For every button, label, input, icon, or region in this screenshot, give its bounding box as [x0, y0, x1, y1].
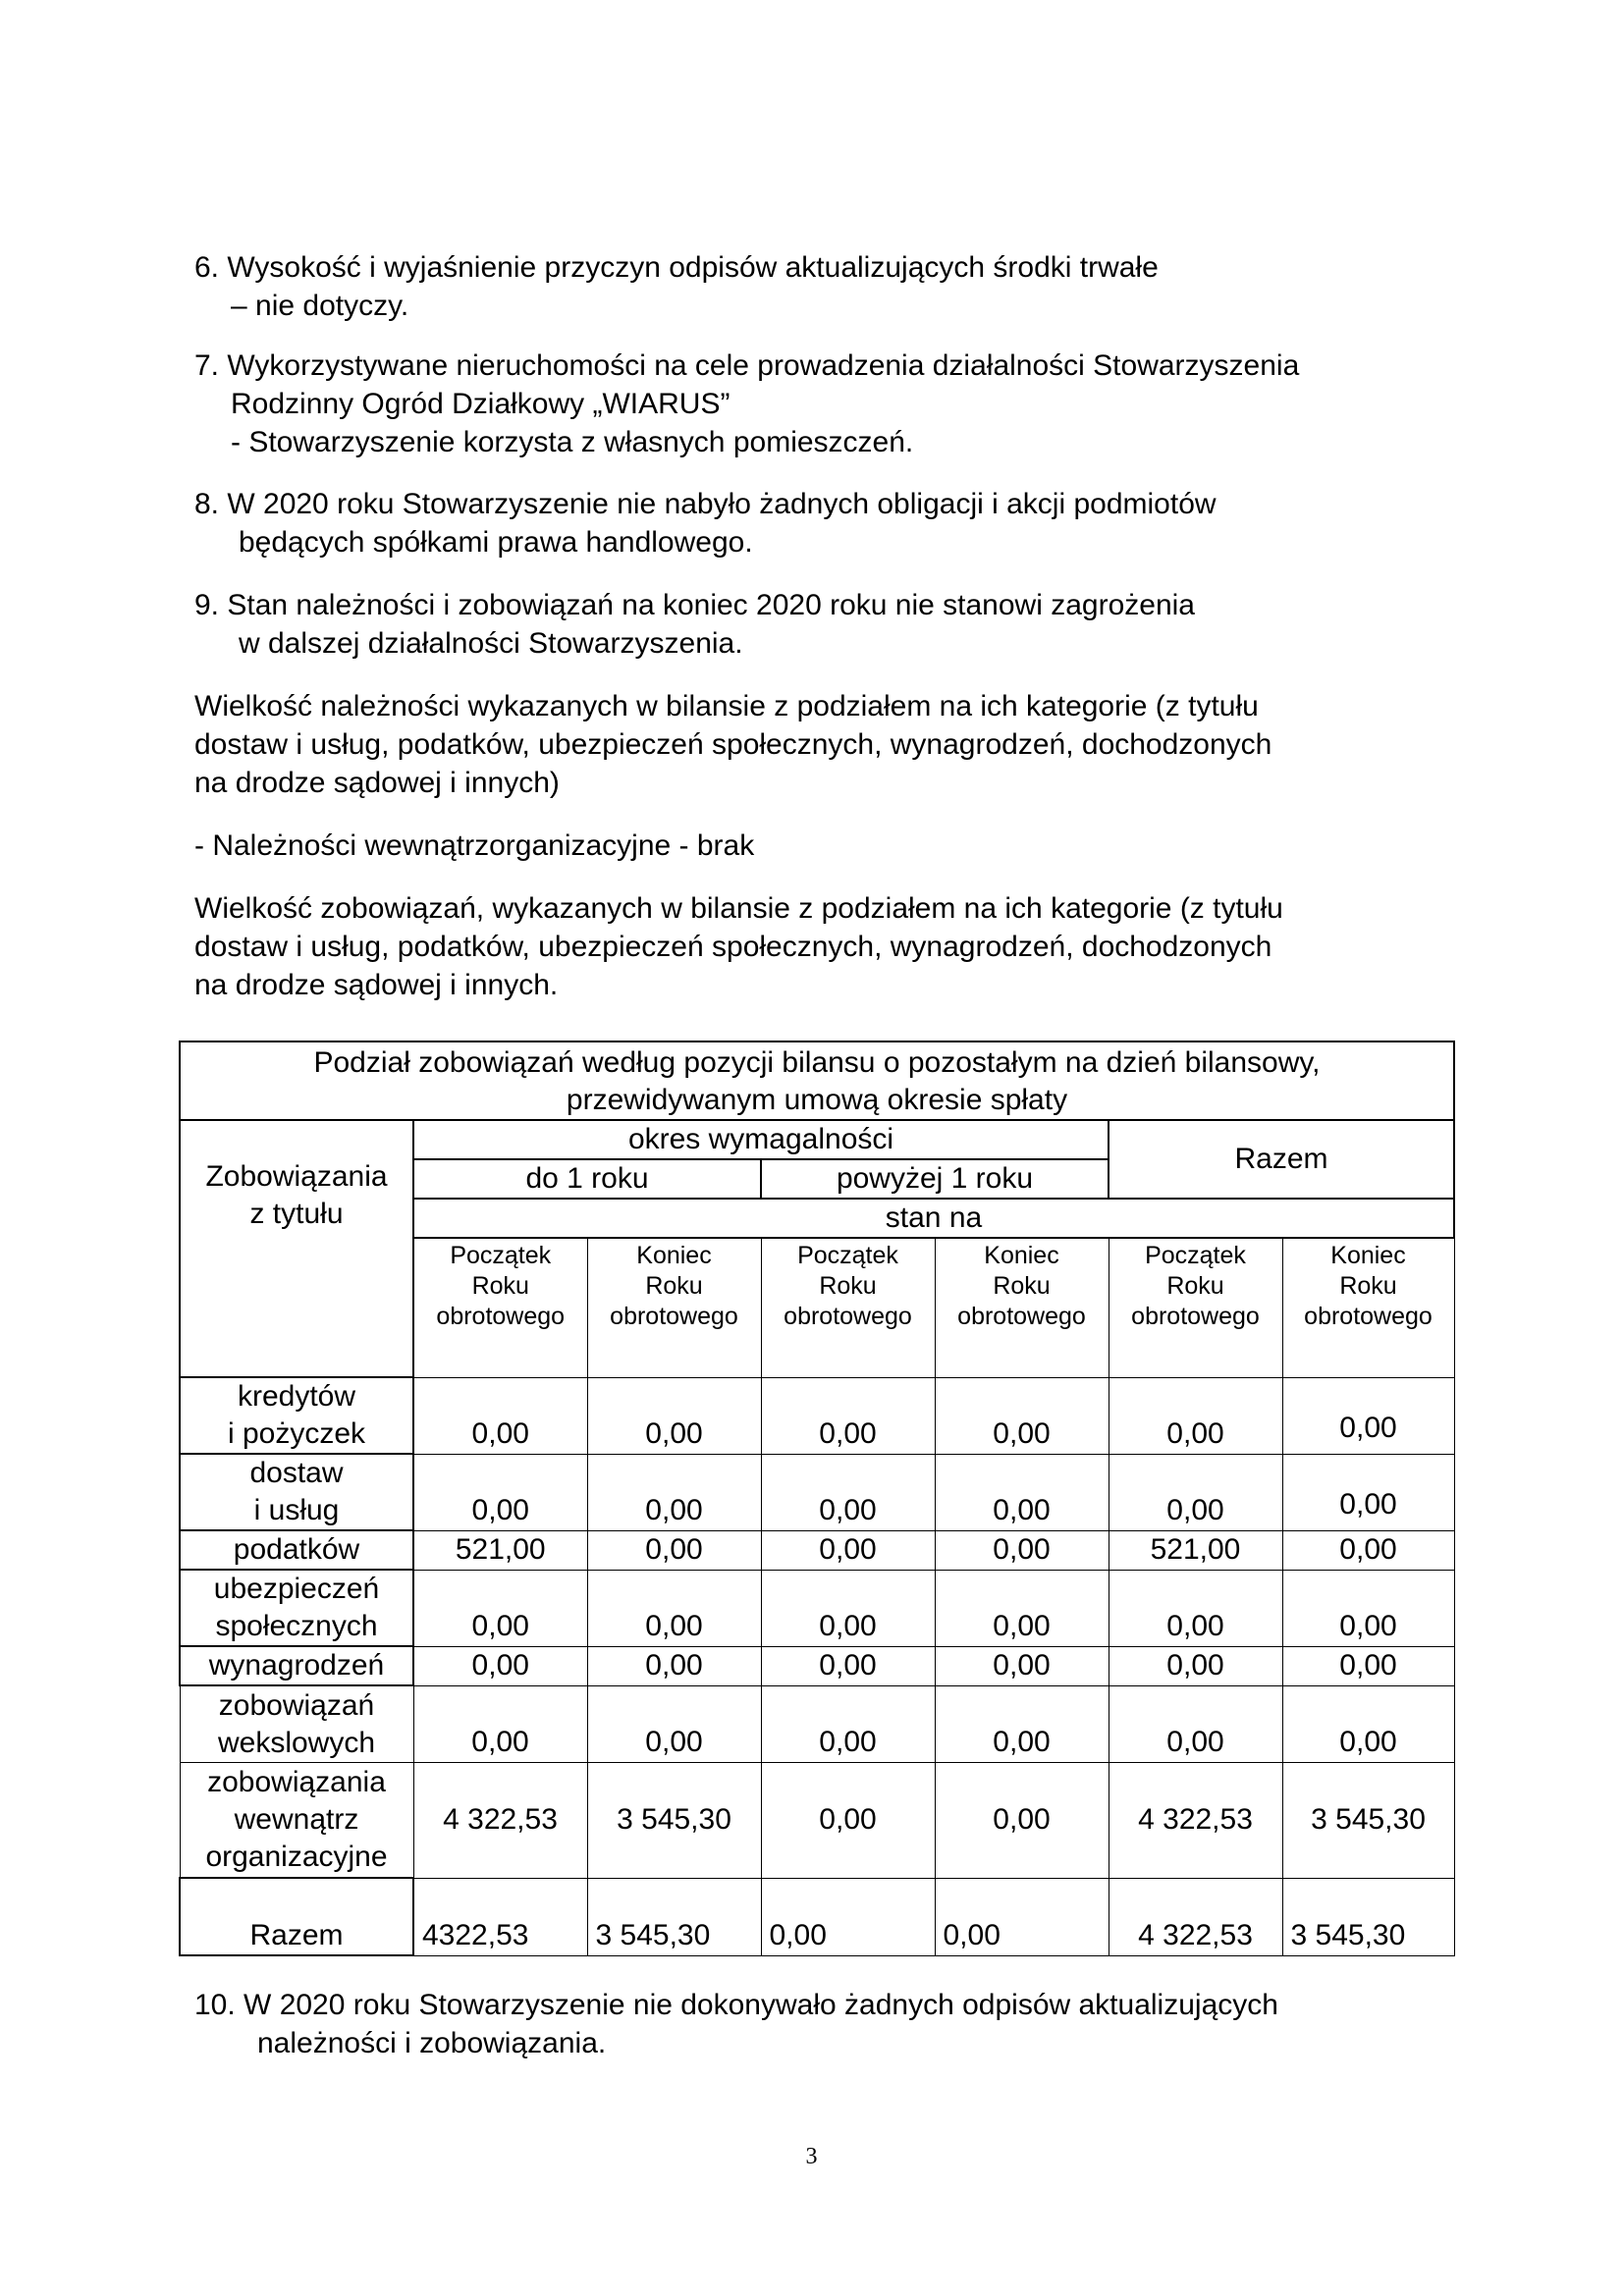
table-row [180, 1570, 1454, 1646]
cell: 0,00 [761, 1878, 935, 1955]
row-label: wynagrodzeń [180, 1646, 413, 1685]
row-label: podatków [180, 1530, 413, 1570]
item-10-line-1: 10. W 2020 roku Stowarzyszenie nie dokonywało żadnych odpisów aktualizujących [194, 1989, 1278, 2021]
table-row [180, 1530, 1454, 1570]
cell: 0,00 [761, 1530, 935, 1570]
subheader-do1-koniec: Koniec Roku obrotowego [587, 1238, 761, 1377]
cell: 0,00 [587, 1454, 761, 1530]
cell: 0,00 [1282, 1377, 1454, 1454]
table-title-line-2: przewidywanym umową okresie spłaty [566, 1084, 1068, 1116]
header-powyzej-1-roku: powyżej 1 roku [761, 1159, 1109, 1199]
cell: 0,00 [1109, 1685, 1282, 1762]
cell: 4322,53 [413, 1878, 587, 1955]
cell: 0,00 [1282, 1530, 1454, 1570]
cell: 0,00 [587, 1530, 761, 1570]
cell: 521,00 [413, 1530, 587, 1570]
cell: 0,00 [761, 1454, 935, 1530]
cell: 0,00 [761, 1685, 935, 1762]
liabilities-line-3: na drodze sądowej i innych. [194, 969, 559, 1001]
item-10 [194, 1986, 1278, 2062]
cell: 0,00 [413, 1454, 587, 1530]
row-header-line-2: z tytułu [249, 1198, 344, 1230]
cell: 0,00 [413, 1685, 587, 1762]
cell: 0,00 [761, 1377, 935, 1454]
header-razem: Razem [1109, 1120, 1454, 1199]
subheader-pow1-koniec: Koniec Roku obrotowego [935, 1238, 1109, 1377]
cell: 4 322,53 [413, 1762, 587, 1878]
subheader-pow1-poczatek: Początek Roku obrotowego [761, 1238, 935, 1377]
table-row [180, 1377, 1454, 1454]
liabilities-line-1: Wielkość zobowiązań, wykazanych w bilansie z podziałem na ich kategorie (z tytułu [194, 892, 1283, 925]
item-9-line-2: w dalszej działalności Stowarzyszenia. [239, 627, 743, 660]
table-row [180, 1646, 1454, 1685]
header-do-1-roku: do 1 roku [413, 1159, 761, 1199]
cell: 0,00 [1109, 1454, 1282, 1530]
cell: 3 545,30 [1282, 1762, 1454, 1878]
cell: 0,00 [587, 1646, 761, 1685]
cell: 0,00 [413, 1570, 587, 1646]
cell: 4 322,53 [1109, 1878, 1282, 1955]
cell: 0,00 [935, 1762, 1109, 1878]
item-6 [194, 248, 1159, 325]
row-label: Razem [180, 1878, 413, 1955]
liabilities-line-2: dostaw i usług, podatków, ubezpieczeń społecznych, wynagrodzeń, dochodzonych [194, 931, 1272, 963]
item-6-line-2: – nie dotyczy. [231, 290, 409, 322]
cell: 0,00 [935, 1570, 1109, 1646]
subheader-do1-poczatek: Początek Roku obrotowego [413, 1238, 587, 1377]
cell: 0,00 [587, 1685, 761, 1762]
cell: 0,00 [761, 1646, 935, 1685]
liabilities-table [179, 1041, 1455, 1956]
table-row [180, 1454, 1454, 1530]
receivables-line-2: dostaw i usług, podatków, ubezpieczeń społecznych, wynagrodzeń, dochodzonych [194, 728, 1272, 761]
item-6-line-1: 6. Wysokość i wyjaśnienie przyczyn odpisów aktualizujących środki trwałe [194, 251, 1159, 284]
row-label: ubezpieczeń społecznych [180, 1570, 413, 1646]
item-7-line-1: 7. Wykorzystywane nieruchomości na cele prowadzenia działalności Stowarzyszenia [194, 349, 1300, 382]
cell: 0,00 [1282, 1646, 1454, 1685]
cell: 3 545,30 [587, 1762, 761, 1878]
liabilities-paragraph [194, 889, 1283, 1004]
item-9-line-1: 9. Stan należności i zobowiązań na koniec 2020 roku nie stanowi zagrożenia [194, 589, 1195, 621]
cell: 0,00 [935, 1878, 1109, 1955]
table-row-total [180, 1878, 1454, 1955]
row-header-line-1: Zobowiązania [205, 1160, 388, 1193]
cell: 0,00 [761, 1762, 935, 1878]
cell: 0,00 [1282, 1570, 1454, 1646]
header-okres-wymagalnosci: okres wymagalności [413, 1120, 1109, 1159]
row-header-zobowiazania [180, 1120, 413, 1377]
cell: 0,00 [935, 1530, 1109, 1570]
cell: 0,00 [935, 1685, 1109, 1762]
cell: 0,00 [935, 1377, 1109, 1454]
cell: 0,00 [1282, 1685, 1454, 1762]
cell: 0,00 [587, 1377, 761, 1454]
cell: 0,00 [1109, 1570, 1282, 1646]
cell: 0,00 [761, 1570, 935, 1646]
receivables-note: - Należności wewnątrzorganizacyjne - brak [194, 829, 755, 862]
receivables-line-1: Wielkość należności wykazanych w bilansie z podziałem na ich kategorie (z tytułu [194, 690, 1259, 722]
row-label: zobowiązania wewnątrz organizacyjne [180, 1762, 413, 1878]
item-8-line-2: będących spółkami prawa handlowego. [239, 526, 753, 559]
item-10-line-2: należności i zobowiązania. [257, 2027, 607, 2059]
cell: 0,00 [413, 1646, 587, 1685]
item-7 [194, 347, 1299, 461]
subheader-razem-koniec: Koniec Roku obrotowego [1282, 1238, 1454, 1377]
cell: 0,00 [587, 1570, 761, 1646]
table-title [180, 1041, 1454, 1120]
item-7-line-3: - Stowarzyszenie korzysta z własnych pomieszczeń. [231, 426, 914, 458]
cell: 0,00 [1109, 1646, 1282, 1685]
cell: 0,00 [935, 1454, 1109, 1530]
item-8-line-1: 8. W 2020 roku Stowarzyszenie nie nabyło żadnych obligacji i akcji podmiotów [194, 488, 1217, 520]
item-9 [194, 586, 1195, 663]
item-8 [194, 485, 1217, 561]
item-7-line-2: Rodzinny Ogród Działkowy „WIARUS” [231, 388, 730, 420]
page-number: 3 [805, 2144, 818, 2169]
cell: 0,00 [935, 1646, 1109, 1685]
table-row [180, 1762, 1454, 1878]
row-label: dostaw i usług [180, 1454, 413, 1530]
receivables-line-3: na drodze sądowej i innych) [194, 767, 560, 799]
header-stan-na: stan na [413, 1199, 1454, 1238]
table-title-line-1: Podział zobowiązań według pozycji bilansu o pozostałym na dzień bilansowy, [313, 1046, 1321, 1079]
cell: 521,00 [1109, 1530, 1282, 1570]
cell: 0,00 [1282, 1454, 1454, 1530]
cell: 4 322,53 [1109, 1762, 1282, 1878]
cell: 0,00 [1109, 1377, 1282, 1454]
subheader-razem-poczatek: Początek Roku obrotowego [1109, 1238, 1282, 1377]
receivables-paragraph [194, 687, 1271, 802]
cell: 3 545,30 [587, 1878, 761, 1955]
row-label: kredytów i pożyczek [180, 1377, 413, 1454]
row-label: zobowiązań wekslowych [180, 1685, 413, 1762]
table-row [180, 1685, 1454, 1762]
cell: 3 545,30 [1282, 1878, 1454, 1955]
cell: 0,00 [413, 1377, 587, 1454]
